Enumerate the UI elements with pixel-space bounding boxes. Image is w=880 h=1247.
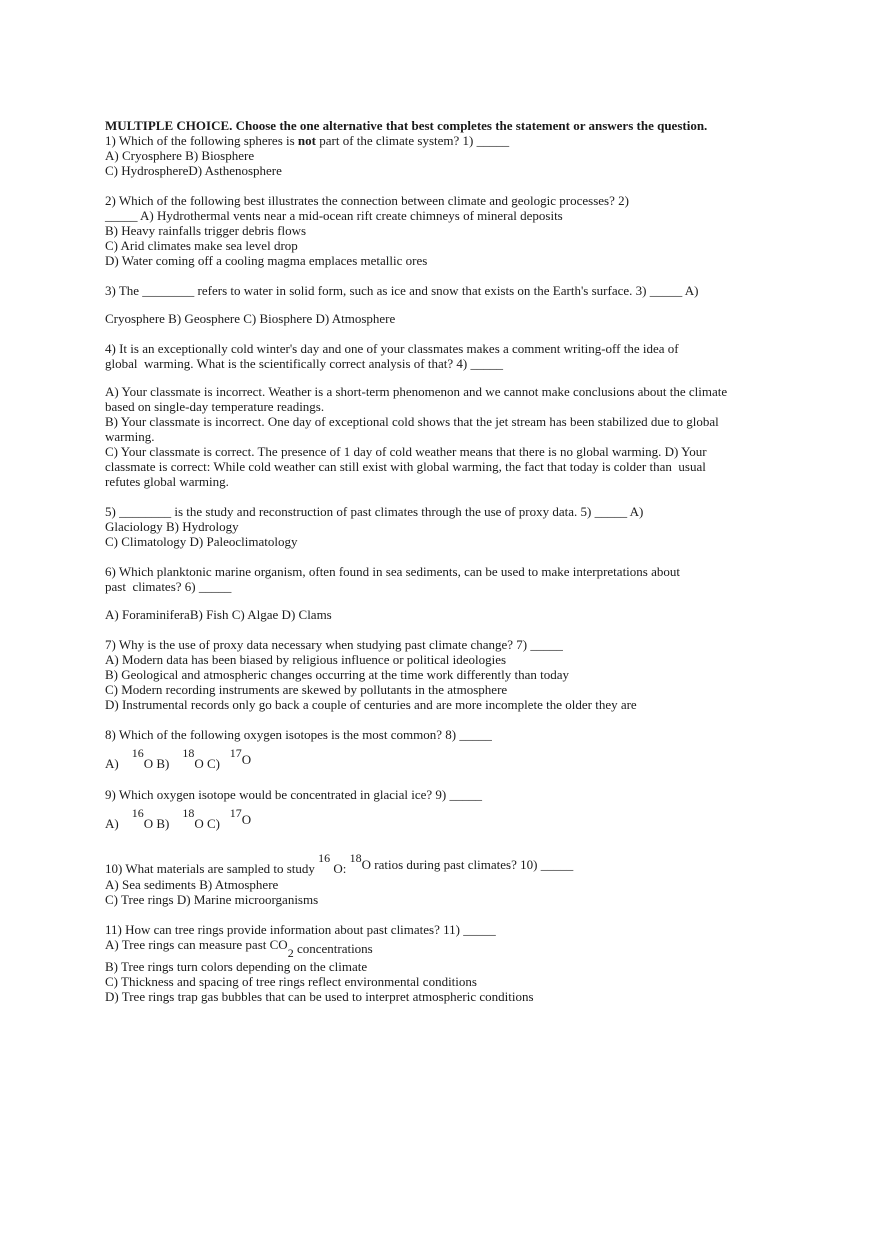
question-6-stem-1: 6) Which planktonic marine organism, often found in sea sediments, can be used to make interpretations about (105, 564, 680, 579)
question-8 (105, 727, 785, 772)
quiz-document (105, 118, 785, 1004)
question-8-option-d: O (241, 752, 252, 767)
question-7-stem: 7) Why is the use of proxy data necessary when studying past climate change? 7) _____ (105, 637, 563, 652)
question-10 (105, 847, 785, 907)
question-6-options: A) ForaminiferaB) Fish C) Algae D) Clams (105, 607, 332, 622)
isotope-17-label: 17 (229, 746, 242, 760)
question-10-stem-pre: 10) What materials are sampled to study (105, 861, 319, 876)
question-9 (105, 787, 785, 832)
question-4 (105, 341, 785, 489)
question-10-options-ab: A) Sea sediments B) Atmosphere (105, 877, 279, 892)
question-8-option-a: A) (105, 756, 119, 771)
question-7-option-c: C) Modern recording instruments are skewed by pollutants in the atmosphere (105, 682, 508, 697)
question-6-stem-2: past climates? 6) _____ (105, 579, 232, 594)
question-4-option-a-1: A) Your classmate is incorrect. Weather is a short-term phenomenon and we cannot make conclusions about the climate (105, 384, 728, 399)
question-8-options (105, 742, 785, 772)
question-1-stem-post: part of the climate system? 1) _____ (315, 133, 510, 148)
question-5-options-ab: Glaciology B) Hydrology (105, 519, 239, 534)
question-4-option-b-2: warming. (105, 429, 155, 444)
isotope-18-label: 18 (182, 746, 195, 760)
question-9-stem: 9) Which oxygen isotope would be concentrated in glacial ice? 9) _____ (105, 787, 482, 802)
question-11-option-d: D) Tree rings trap gas bubbles that can be used to interpret atmospheric conditions (105, 989, 534, 1004)
question-11-option-a (105, 937, 785, 959)
question-4-option-d-2: refutes global warming. (105, 474, 229, 489)
question-7 (105, 637, 785, 712)
question-10-stem-mid: O: (333, 861, 347, 876)
question-1-stem-pre: 1) Which of the following spheres is (105, 133, 298, 148)
question-3-stem: 3) The ________ refers to water in solid form, such as ice and snow that exists on the Earth's surface. 3) _____ A) (105, 283, 699, 298)
question-8-option-c: O C) (194, 756, 220, 771)
isotope-16-label: 16 (131, 746, 144, 760)
question-4-option-a-2: based on single-day temperature readings. (105, 399, 325, 414)
question-3-options: Cryosphere B) Geosphere C) Biosphere D) Atmosphere (105, 311, 396, 326)
question-5-options-cd: C) Climatology D) Paleoclimatology (105, 534, 298, 549)
isotope-18-label: 18 (182, 806, 195, 820)
question-2-option-a: _____ A) Hydrothermal vents near a mid-ocean rift create chimneys of mineral deposits (105, 208, 563, 223)
question-1-options-ab: A) Cryosphere B) Biosphere (105, 148, 255, 163)
question-11-option-b: B) Tree rings turn colors depending on the climate (105, 959, 368, 974)
question-10-stem (105, 847, 785, 877)
question-3 (105, 283, 785, 326)
question-8-stem: 8) Which of the following oxygen isotopes is the most common? 8) _____ (105, 727, 492, 742)
question-6 (105, 564, 785, 622)
question-5 (105, 504, 785, 549)
question-11-stem: 11) How can tree rings provide information about past climates? 11) _____ (105, 922, 496, 937)
instructions-heading (105, 118, 785, 133)
question-1-stem (105, 133, 785, 148)
question-11-option-c: C) Thickness and spacing of tree rings reflect environmental conditions (105, 974, 477, 989)
instructions-bold: MULTIPLE CHOICE. Choose the one alternative that best completes the statement or answers the question. (105, 118, 708, 133)
question-10-stem-post: O ratios during past climates? 10) _____ (361, 857, 574, 872)
question-11 (105, 922, 785, 1004)
question-2 (105, 193, 785, 268)
isotope-17-label: 17 (229, 806, 242, 820)
question-9-option-c: O C) (194, 816, 220, 831)
question-4-option-b-1: B) Your classmate is incorrect. One day of exceptional cold shows that the jet stream has been stabilized due to global (105, 414, 719, 429)
question-11-option-a-post: concentrations (293, 941, 373, 956)
question-5-stem: 5) ________ is the study and reconstruction of past climates through the use of proxy data. 5) _____ A) (105, 504, 644, 519)
question-7-option-b: B) Geological and atmospheric changes occurring at the time work differently than today (105, 667, 569, 682)
question-9-options (105, 802, 785, 832)
question-9-option-b: O B) (143, 816, 170, 831)
isotope-16-label: 16 (318, 851, 331, 865)
question-1-options-cd: C) HydrosphereD) Asthenosphere (105, 163, 282, 178)
question-1 (105, 133, 785, 178)
question-1-stem-not: not (297, 133, 316, 148)
question-9-option-a: A) (105, 816, 119, 831)
question-4-option-c: C) Your classmate is correct. The presence of 1 day of cold weather means that there is no global warming. D) Your (105, 444, 707, 459)
question-10-options-cd: C) Tree rings D) Marine microorganisms (105, 892, 319, 907)
isotope-18-label: 18 (349, 851, 362, 865)
question-8-option-b: O B) (143, 756, 170, 771)
isotope-16-label: 16 (131, 806, 144, 820)
question-9-option-d: O (241, 812, 252, 827)
question-4-option-d-1: classmate is correct: While cold weather can still exist with global warming, the fact that today is colder than usual (105, 459, 706, 474)
question-2-option-b: B) Heavy rainfalls trigger debris flows (105, 223, 307, 238)
co2-subscript: 2 (287, 946, 294, 960)
question-4-stem-2: global warming. What is the scientifically correct analysis of that? 4) _____ (105, 356, 503, 371)
question-4-stem-1: 4) It is an exceptionally cold winter's day and one of your classmates makes a comment writing-off the idea of (105, 341, 679, 356)
question-11-option-a-text: A) Tree rings can measure past CO (105, 937, 288, 952)
question-2-option-d: D) Water coming off a cooling magma emplaces metallic ores (105, 253, 428, 268)
question-2-option-c: C) Arid climates make sea level drop (105, 238, 298, 253)
question-7-option-d: D) Instrumental records only go back a couple of centuries and are more incomplete the older they are (105, 697, 637, 712)
question-2-stem: 2) Which of the following best illustrates the connection between climate and geologic processes? 2) (105, 193, 629, 208)
question-7-option-a: A) Modern data has been biased by religious influence or political ideologies (105, 652, 507, 667)
